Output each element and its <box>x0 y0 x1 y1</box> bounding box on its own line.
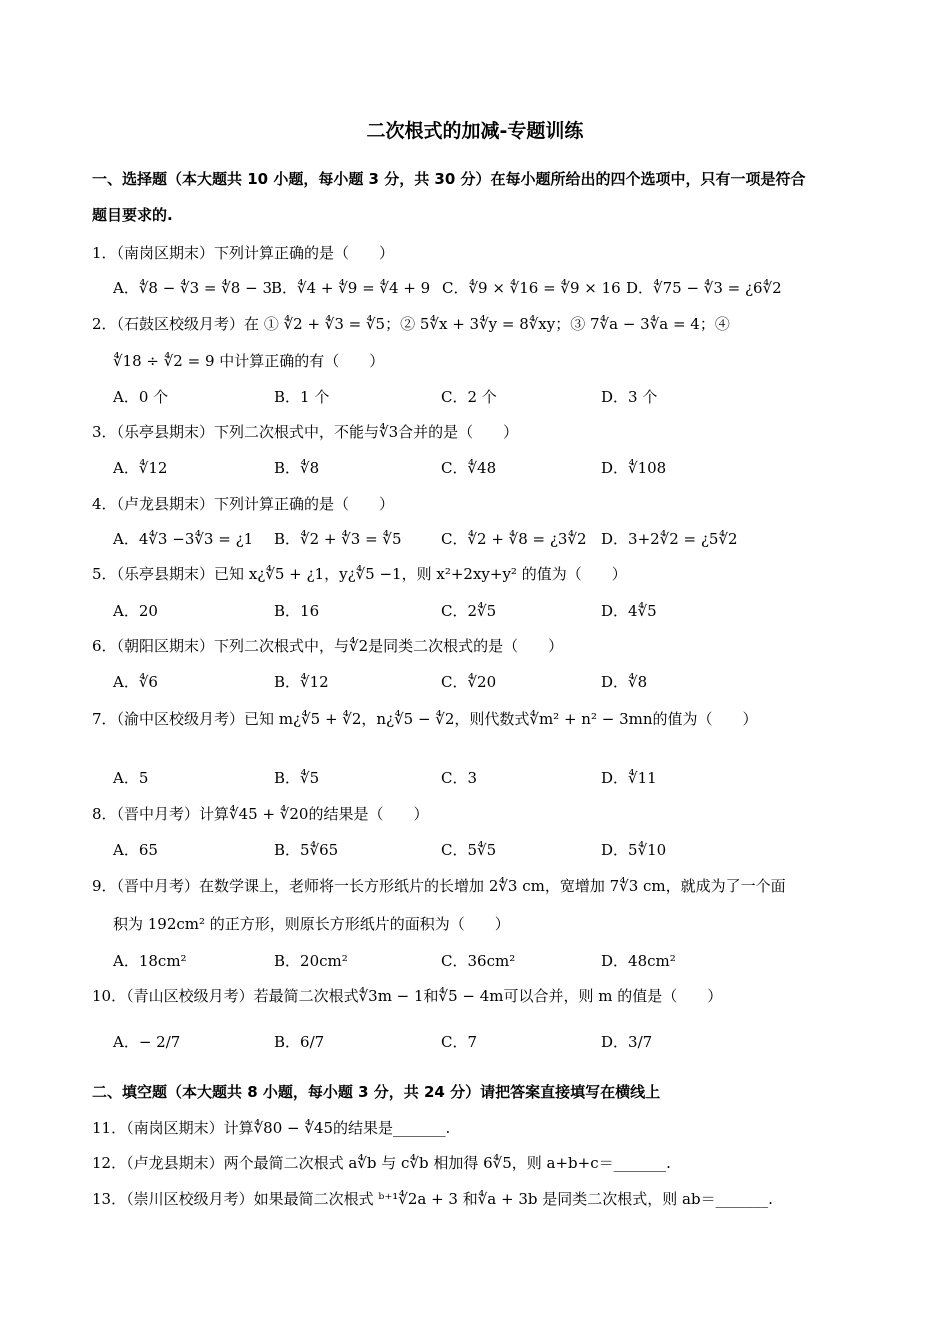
section-1-heading-line1: 一、选择题（本大题共 10 小题，每小题 3 分，共 30 分）在每小题所给出的四个选项中，只有一项是符合 <box>92 170 806 188</box>
q7-option-d[interactable]: D．∜11 <box>601 769 657 787</box>
q3-option-c[interactable]: C．∜48 <box>441 459 497 477</box>
q7-option-b[interactable]: B．∜5 <box>274 769 320 787</box>
q6-option-b[interactable]: B．∜12 <box>274 673 329 691</box>
q2-option-d[interactable]: D．3 个 <box>601 388 658 406</box>
q1-option-b[interactable]: B．∜4 + ∜9 = ∜4 + 9 <box>271 279 431 297</box>
q1-option-a[interactable]: A．∜8 − ∜3 = ∜8 − 3 <box>113 279 272 297</box>
q9-option-b[interactable]: B．20cm² <box>274 952 348 970</box>
question-8-stem: 8．（晋中月考）计算∜45 + ∜20的结果是（ ） <box>92 805 429 823</box>
section-1-heading-line2: 题目要求的. <box>92 206 173 224</box>
question-8-options <box>113 839 873 863</box>
q4-option-a[interactable]: A．4∜3 −3∜3 = ¿1 <box>113 530 254 548</box>
question-5-options <box>113 600 873 624</box>
q6-option-a[interactable]: A．∜6 <box>113 673 158 691</box>
q9-option-a[interactable]: A．18cm² <box>113 952 187 970</box>
section-2-heading: 二、填空题（本大题共 8 小题，每小题 3 分，共 24 分）请把答案直接填写在横线上 <box>92 1083 661 1101</box>
question-1-options <box>113 277 873 301</box>
q5-option-c[interactable]: C．2∜5 <box>441 602 497 620</box>
question-9-stem-line2: 积为 192cm² 的正方形，则原长方形纸片的面积为（ ） <box>113 915 510 933</box>
q8-option-d[interactable]: D．5∜10 <box>601 841 667 859</box>
q9-option-d[interactable]: D．48cm² <box>601 952 676 970</box>
question-6-stem: 6．（朝阳区期末）下列二次根式中，与∜2是同类二次根式的是（ ） <box>92 637 564 655</box>
question-4-stem: 4．（卢龙县期末）下列计算正确的是（ ） <box>92 495 395 513</box>
question-2-stem-line1: 2．（石鼓区校级月考）在 ① ∜2 + ∜3 = ∜5；② 5∜x + 3∜y = 8∜xy；③ 7∜a − 3∜a = 4；④ <box>92 315 730 333</box>
q6-option-d[interactable]: D．∜8 <box>601 673 648 691</box>
q9-option-c[interactable]: C．36cm² <box>441 952 516 970</box>
fill-question-12: 12．（卢龙县期末）两个最简二次根式 a∜b 与 c∜b 相加得 6∜5，则 a+b+c＝_______. <box>92 1154 671 1172</box>
question-7-stem: 7．（渝中区校级月考）已知 m¿∜5 + ∜2，n¿∜5 − ∜2，则代数式∜m² + n² − 3mn的值为（ ） <box>92 710 758 728</box>
q2-option-c[interactable]: C．2 个 <box>441 388 497 406</box>
q10-option-c[interactable]: C．7 <box>441 1033 478 1051</box>
q10-option-a[interactable]: A．− 2/7 <box>113 1033 181 1051</box>
q4-option-c[interactable]: C．∜2 + ∜8 = ¿3∜2 <box>441 530 587 548</box>
q2-option-a[interactable]: A．0 个 <box>113 388 169 406</box>
question-7-options <box>113 767 873 791</box>
q5-option-b[interactable]: B．16 <box>274 602 320 620</box>
q4-option-b[interactable]: B．∜2 + ∜3 = ∜5 <box>274 530 402 548</box>
page-title: 二次根式的加减-专题训练 <box>366 120 584 142</box>
q8-option-b[interactable]: B．5∜65 <box>274 841 339 859</box>
q7-option-c[interactable]: C．3 <box>441 769 478 787</box>
question-6-options <box>113 671 873 695</box>
q7-option-a[interactable]: A．5 <box>113 769 149 787</box>
q3-option-b[interactable]: B．∜8 <box>274 459 320 477</box>
question-3-options <box>113 457 873 481</box>
q2-option-b[interactable]: B．1 个 <box>274 388 330 406</box>
q1-option-d[interactable]: D．∜75 − ∜3 = ¿6∜2 <box>626 279 782 297</box>
q5-option-d[interactable]: D．4∜5 <box>601 602 657 620</box>
q3-option-a[interactable]: A．∜12 <box>113 459 168 477</box>
question-9-options <box>113 950 873 974</box>
question-1-stem: 1．（南岗区期末）下列计算正确的是（ ） <box>92 244 395 262</box>
question-3-stem: 3．（乐亭县期末）下列二次根式中，不能与∜3合并的是（ ） <box>92 423 519 441</box>
q4-option-d[interactable]: D．3+2∜2 = ¿5∜2 <box>601 530 738 548</box>
question-10-options <box>113 1031 873 1055</box>
q8-option-c[interactable]: C．5∜5 <box>441 841 497 859</box>
q8-option-a[interactable]: A．65 <box>113 841 158 859</box>
question-4-options <box>113 528 873 552</box>
fill-question-11: 11．（南岗区期末）计算∜80 − ∜45的结果是_______. <box>92 1119 451 1137</box>
q10-option-b[interactable]: B．6/7 <box>274 1033 325 1051</box>
question-10-stem: 10．（青山区校级月考）若最简二次根式∜3m − 1和∜5 − 4m可以合并，则 m 的值是（ ） <box>92 987 723 1005</box>
q6-option-c[interactable]: C．∜20 <box>441 673 497 691</box>
q1-option-c[interactable]: C．∜9 × ∜16 = ∜9 × 16 <box>442 279 621 297</box>
question-9-stem-line1: 9．（晋中月考）在数学课上，老师将一长方形纸片的长增加 2∜3 cm，宽增加 7∜3 cm，就成为了一个面 <box>92 877 786 895</box>
section-1-heading <box>92 161 862 233</box>
q10-option-d[interactable]: D．3/7 <box>601 1033 653 1051</box>
question-2-options <box>113 386 873 410</box>
question-5-stem: 5．（乐亭县期末）已知 x¿∜5 + ¿1，y¿∜5 −1，则 x²+2xy+y² 的值为（ ） <box>92 565 627 583</box>
q3-option-d[interactable]: D．∜108 <box>601 459 667 477</box>
q5-option-a[interactable]: A．20 <box>113 602 158 620</box>
question-2-stem-line2: ∜18 ÷ ∜2 = 9 中计算正确的有（ ） <box>113 352 385 370</box>
fill-question-13: 13．（崇川区校级月考）如果最简二次根式 ᵇ⁺¹∜2a + 3 和∜a + 3b 是同类二次根式，则 ab＝_______. <box>92 1190 773 1208</box>
